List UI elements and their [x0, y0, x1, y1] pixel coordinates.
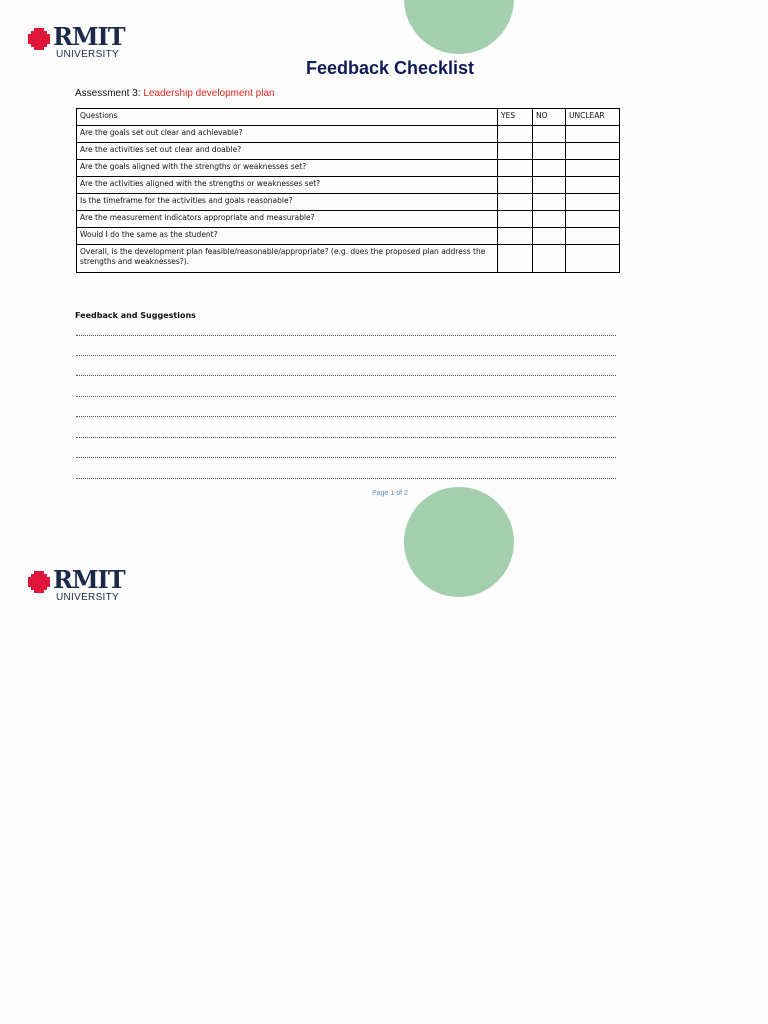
no-cell[interactable]: [533, 211, 566, 228]
no-cell[interactable]: [533, 245, 566, 273]
feedback-line[interactable]: [76, 396, 616, 397]
table-row: [77, 160, 620, 177]
no-cell[interactable]: [533, 177, 566, 194]
yes-cell[interactable]: [498, 211, 533, 228]
feedback-line[interactable]: [76, 457, 616, 458]
decorative-circle-top: [404, 0, 514, 54]
yes-cell[interactable]: [498, 228, 533, 245]
unclear-cell[interactable]: [566, 160, 620, 177]
no-cell[interactable]: [533, 143, 566, 160]
yes-cell[interactable]: [498, 160, 533, 177]
header-questions: Questions: [77, 109, 498, 126]
unclear-cell[interactable]: [566, 228, 620, 245]
assessment-label: Assessment 3:: [75, 88, 141, 99]
decorative-circle-page2: [404, 487, 514, 597]
feedback-line[interactable]: [76, 355, 616, 356]
no-cell[interactable]: [533, 126, 566, 143]
feedback-line[interactable]: [76, 478, 616, 479]
unclear-cell[interactable]: [566, 211, 620, 228]
unclear-cell[interactable]: [566, 143, 620, 160]
table-row: [77, 245, 620, 273]
yes-cell[interactable]: [498, 194, 533, 211]
question-cell: Are the measurement indicators appropriate and measurable?: [77, 211, 498, 228]
no-cell[interactable]: [533, 160, 566, 177]
logo-sub: UNIVERSITY: [56, 592, 120, 603]
unclear-cell[interactable]: [566, 126, 620, 143]
rmit-pixel-icon: [28, 571, 50, 593]
feedback-line[interactable]: [76, 375, 616, 376]
header-no: NO: [533, 109, 566, 126]
feedback-checklist-table: [76, 108, 620, 273]
yes-cell[interactable]: [498, 177, 533, 194]
unclear-cell[interactable]: [566, 177, 620, 194]
table-row: [77, 143, 620, 160]
question-cell: Are the activities set out clear and doable?: [77, 143, 498, 160]
question-cell: Are the goals set out clear and achievable?: [77, 126, 498, 143]
assessment-line: [75, 88, 275, 99]
question-cell: Are the activities aligned with the strengths or weaknesses set?: [77, 177, 498, 194]
table-row: [77, 194, 620, 211]
question-cell: Are the goals aligned with the strengths or weaknesses set?: [77, 160, 498, 177]
assessment-name: Leadership development plan: [143, 88, 275, 99]
question-cell: Would I do the same as the student?: [77, 228, 498, 245]
question-cell: Overall, is the development plan feasible/reasonable/appropriate? (e.g. does the proposed plan address the strengths and weaknesses?).: [77, 245, 498, 273]
table-row: [77, 126, 620, 143]
no-cell[interactable]: [533, 194, 566, 211]
feedback-line[interactable]: [76, 335, 616, 336]
question-cell: Is the timeframe for the activities and goals reasonable?: [77, 194, 498, 211]
table-row: [77, 228, 620, 245]
page-number: Page 1 of 2: [372, 490, 408, 497]
table-header-row: [77, 109, 620, 126]
yes-cell[interactable]: [498, 245, 533, 273]
logo-sub: UNIVERSITY: [56, 49, 120, 60]
feedback-line[interactable]: [76, 416, 616, 417]
table-row: [77, 211, 620, 228]
table-row: [77, 177, 620, 194]
feedback-heading: Feedback and Suggestions: [75, 311, 196, 320]
unclear-cell[interactable]: [566, 245, 620, 273]
rmit-logo-page2: [28, 567, 128, 607]
yes-cell[interactable]: [498, 126, 533, 143]
unclear-cell[interactable]: [566, 194, 620, 211]
feedback-line[interactable]: [76, 437, 616, 438]
no-cell[interactable]: [533, 228, 566, 245]
page-title: Feedback Checklist: [305, 58, 475, 78]
logo-word: RMIT: [53, 22, 125, 51]
rmit-pixel-icon: [28, 28, 50, 50]
yes-cell[interactable]: [498, 143, 533, 160]
logo-word: RMIT: [53, 565, 125, 594]
header-yes: YES: [498, 109, 533, 126]
header-unclear: UNCLEAR: [566, 109, 620, 126]
